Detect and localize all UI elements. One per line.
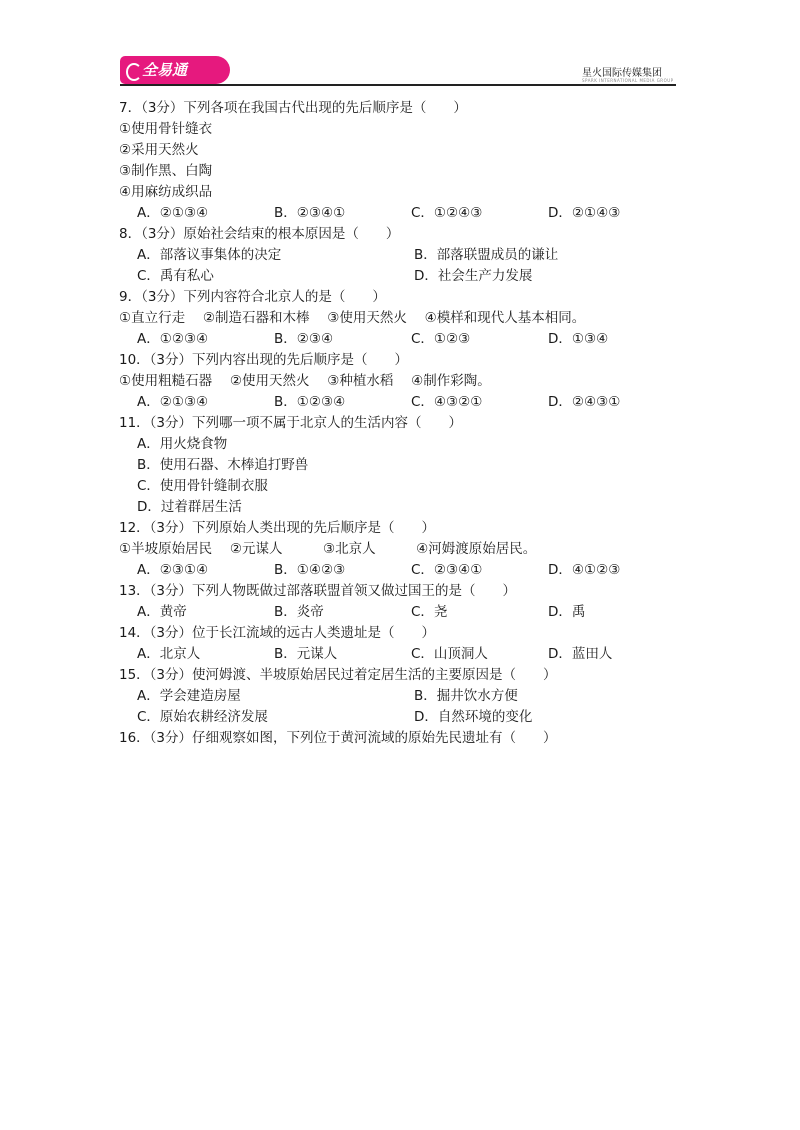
option-a: A．②①③④ xyxy=(137,394,209,410)
option-b: B．元谋人 xyxy=(274,646,338,662)
option-c: C．山顶洞人 xyxy=(411,646,488,662)
question-15-options xyxy=(119,686,699,707)
option-d: D．禹 xyxy=(548,604,586,620)
question-14-stem: 14．（3分）位于长江流域的远古人类遗址是（ ） xyxy=(119,625,436,641)
option-c: C．尧 xyxy=(411,604,448,620)
header-divider xyxy=(120,84,676,86)
option-b: B．炎帝 xyxy=(274,604,324,620)
question-12-stem: 12．（3分）下列原始人类出现的先后顺序是（ ） xyxy=(119,520,436,536)
question-9-options xyxy=(119,329,699,350)
option-d: D．自然环境的变化 xyxy=(414,709,533,725)
option-b: B．部落联盟成员的谦让 xyxy=(414,247,559,263)
question-13-stem: 13．（3分）下列人物既做过部落联盟首领又做过国王的是（ ） xyxy=(119,583,517,599)
publisher-name: 星火国际传媒集团 xyxy=(582,68,662,79)
question-16-stem: 16．（3分）仔细观察如图，下列位于黄河流域的原始先民遗址有（ ） xyxy=(119,730,557,746)
option-a: A．用火烧食物 xyxy=(137,436,228,452)
option-b: B．①②③④ xyxy=(274,394,346,410)
question-15-options xyxy=(119,707,699,728)
option-b: B．掘井饮水方便 xyxy=(414,688,518,704)
question-10-items: ①使用粗糙石器 ②使用天然火 ③种植水稻 ④制作彩陶。 xyxy=(119,373,491,389)
question-12-options xyxy=(119,560,699,581)
question-9-items: ①直立行走 ②制造石器和木棒 ③使用天然火 ④模样和现代人基本相同。 xyxy=(119,310,586,326)
question-list xyxy=(119,98,699,749)
option-c: C．原始农耕经济发展 xyxy=(137,709,268,725)
question-14-options xyxy=(119,644,699,665)
option-b: B．②③④ xyxy=(274,331,334,347)
option-d: D．②④③① xyxy=(548,394,621,410)
option-a: A．②①③④ xyxy=(137,205,209,221)
option-d: D．过着群居生活 xyxy=(137,499,242,515)
question-7-item: ①使用骨针缝衣 xyxy=(119,121,213,137)
option-a: A．②③①④ xyxy=(137,562,209,578)
option-a: A．北京人 xyxy=(137,646,201,662)
question-8-options xyxy=(119,266,699,287)
option-a: A．部落议事集体的决定 xyxy=(137,247,282,263)
option-b: B．②③④① xyxy=(274,205,346,221)
option-d: D．④①②③ xyxy=(548,562,621,578)
option-c: C．②③④① xyxy=(411,562,483,578)
option-c: C．①②③ xyxy=(411,331,471,347)
question-7-item: ④用麻纺成织品 xyxy=(119,184,213,200)
publisher-subtitle: SPARK INTERNATIONAL MEDIA GROUP xyxy=(582,78,674,83)
option-d: D．社会生产力发展 xyxy=(414,268,533,284)
option-b: B．①④②③ xyxy=(274,562,346,578)
question-12-items: ①半坡原始居民 ②元谋人 ③北京人 ④河姆渡原始居民。 xyxy=(119,541,537,557)
option-d: D．①③④ xyxy=(548,331,609,347)
option-a: A．①②③④ xyxy=(137,331,209,347)
question-10-stem: 10．（3分）下列内容出现的先后顺序是（ ） xyxy=(119,352,409,368)
question-7-stem: 7．（3分）下列各项在我国古代出现的先后顺序是（ ） xyxy=(119,100,467,116)
question-11-stem: 11．（3分）下列哪一项不属于北京人的生活内容（ ） xyxy=(119,415,463,431)
brand-logo xyxy=(120,56,230,84)
option-d: D．②①④③ xyxy=(548,205,621,221)
question-7-options xyxy=(119,203,699,224)
option-c: C．①②④③ xyxy=(411,205,483,221)
question-7-item: ③制作黑、白陶 xyxy=(119,163,213,179)
question-10-options xyxy=(119,392,699,413)
question-9-stem: 9．（3分）下列内容符合北京人的是（ ） xyxy=(119,289,386,305)
logo-swoosh-icon xyxy=(126,63,142,81)
option-c: C．禹有私心 xyxy=(137,268,214,284)
question-7-item: ②采用天然火 xyxy=(119,142,199,158)
option-a: A．黄帝 xyxy=(137,604,187,620)
question-8-stem: 8．（3分）原始社会结束的根本原因是（ ） xyxy=(119,226,400,242)
logo-text: 全易通 xyxy=(142,61,188,79)
option-a: A．学会建造房屋 xyxy=(137,688,241,704)
option-d: D．蓝田人 xyxy=(548,646,613,662)
question-8-options xyxy=(119,245,699,266)
question-15-stem: 15．（3分）使河姆渡、半坡原始居民过着定居生活的主要原因是（ ） xyxy=(119,667,557,683)
question-13-options xyxy=(119,602,699,623)
option-c: C．④③②① xyxy=(411,394,483,410)
option-c: C．使用骨针缝制衣服 xyxy=(137,478,268,494)
option-b: B．使用石器、木棒追打野兽 xyxy=(137,457,309,473)
